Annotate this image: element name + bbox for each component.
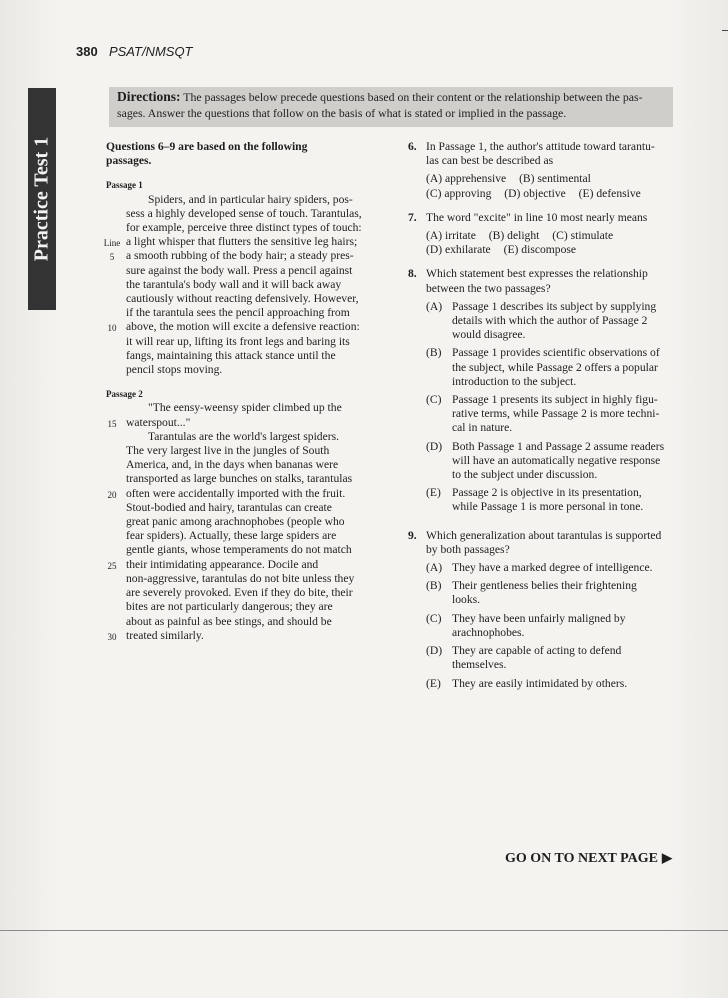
passage-line bbox=[92, 320, 374, 334]
passage-2 bbox=[92, 401, 374, 642]
go-on-text: GO ON TO NEXT PAGE bbox=[505, 851, 658, 866]
directions-text: The passages below precede questions based on their content or the relationship between the pas- bbox=[183, 90, 643, 104]
passage-line bbox=[92, 615, 374, 629]
passage-line bbox=[92, 235, 374, 249]
answer-row bbox=[426, 187, 678, 201]
choice-text: Their gentleness belies their frightening bbox=[452, 579, 637, 593]
line-number: 15 bbox=[107, 418, 117, 429]
question-stem bbox=[426, 529, 678, 557]
choice-text: Passage 2 is objective in its presentation, bbox=[452, 486, 642, 500]
choice-text: cal in nature. bbox=[452, 421, 513, 435]
passage-line bbox=[92, 572, 374, 586]
passage-line bbox=[92, 586, 374, 600]
answer-choice[interactable] bbox=[426, 346, 678, 389]
passage-line bbox=[92, 349, 374, 363]
line-text: for example, perceive three distinct types of touch: bbox=[126, 221, 362, 235]
choice-label: (A) bbox=[426, 561, 443, 575]
page-number: 380 bbox=[76, 44, 98, 59]
passage-line bbox=[92, 501, 374, 515]
passage-line bbox=[92, 278, 374, 292]
right-triangle-icon: ▶ bbox=[662, 850, 672, 865]
choice-text: They have been unfairly maligned by bbox=[452, 611, 626, 625]
answer-choice[interactable] bbox=[426, 561, 678, 575]
line-text: sess a highly developed sense of touch. Tarantulas, bbox=[126, 206, 362, 220]
line-text: often were accidentally imported with the fruit. bbox=[126, 486, 346, 500]
choice-text: They are capable of acting to defend bbox=[452, 644, 622, 658]
line-number: 5 bbox=[109, 252, 115, 263]
line-text: bites are not particularly dangerous; they are bbox=[126, 600, 333, 614]
answer-choice[interactable] bbox=[426, 486, 678, 514]
line-text: fangs, maintaining this attack stance until the bbox=[126, 348, 336, 362]
line-text: Stout-bodied and hairy, tarantulas can create bbox=[126, 500, 332, 514]
line-text: cautiously without reacting defensively. However, bbox=[126, 292, 359, 306]
choice-label: (C) bbox=[426, 393, 442, 407]
choice-text: while Passage 1 is more personal in tone. bbox=[452, 500, 644, 514]
line-text: sure against the body wall. Press a pencil against bbox=[126, 263, 353, 277]
passage-1-label: Passage 1 bbox=[106, 180, 143, 191]
line-number: 10 bbox=[107, 323, 117, 334]
choice-label: (B) bbox=[426, 346, 442, 360]
answer-choice[interactable]: (D) exhilarate bbox=[426, 243, 491, 257]
line-number: 30 bbox=[107, 631, 117, 642]
line-text: "The eensy-weensy spider climbed up the bbox=[148, 401, 342, 415]
stem-line: In Passage 1, the author's attitude toward tarantu- bbox=[426, 140, 655, 153]
choice-text: Passage 1 provides scientific observations of bbox=[452, 346, 660, 360]
question-9 bbox=[408, 529, 678, 691]
passage-line bbox=[92, 529, 374, 543]
answer-choice[interactable]: (A) apprehensive bbox=[426, 172, 507, 186]
line-text: waterspout..." bbox=[126, 415, 191, 429]
answer-choice[interactable]: (B) sentimental bbox=[519, 172, 591, 186]
choice-text: details with which the author of Passage 2 bbox=[452, 314, 648, 328]
edge-mark bbox=[722, 30, 728, 31]
passage-line bbox=[92, 249, 374, 263]
answer-choice[interactable] bbox=[426, 644, 678, 672]
passage-1 bbox=[92, 193, 374, 378]
line-text: America, and, in the days when bananas were bbox=[126, 458, 339, 472]
passage-line bbox=[92, 543, 374, 557]
passage-line bbox=[92, 292, 374, 306]
stem-line: by both passages? bbox=[426, 542, 510, 556]
question-number: 8. bbox=[408, 267, 417, 281]
passage-line bbox=[92, 193, 374, 207]
line-text: gentle giants, whose temperaments do not match bbox=[126, 543, 352, 557]
passage-line bbox=[92, 458, 374, 472]
intro-line: Questions 6–9 are based on the following bbox=[106, 140, 308, 153]
test-title: PSAT/NMSQT bbox=[108, 44, 193, 59]
stem-line: between the two passages? bbox=[426, 281, 551, 295]
answer-choice[interactable]: (C) stimulate bbox=[552, 229, 614, 243]
side-tab bbox=[28, 88, 56, 310]
passage-line bbox=[92, 264, 374, 278]
line-text: pencil stops moving. bbox=[126, 363, 223, 377]
answer-choice[interactable]: (A) irritate bbox=[426, 229, 476, 243]
line-number: Line bbox=[103, 238, 121, 249]
answer-row bbox=[426, 229, 678, 243]
choice-text: introduction to the subject. bbox=[452, 374, 577, 388]
line-text: non-aggressive, tarantulas do not bite unless they bbox=[126, 571, 355, 585]
passage-line bbox=[92, 430, 374, 444]
answer-choice[interactable] bbox=[426, 612, 678, 640]
answer-choice[interactable] bbox=[426, 300, 678, 343]
passage-line bbox=[92, 444, 374, 458]
passage-line bbox=[92, 515, 374, 529]
choice-label: (E) bbox=[426, 676, 441, 690]
passage-line bbox=[92, 221, 374, 235]
question-stem bbox=[426, 267, 678, 295]
line-text: are severely provoked. Even if they do bite, their bbox=[126, 586, 353, 600]
line-text: transported as large bunches on stalks, tarantulas bbox=[126, 472, 353, 486]
stem-line: Which statement best expresses the relationship bbox=[426, 267, 648, 281]
choice-label: (E) bbox=[426, 486, 441, 500]
answer-choices bbox=[426, 561, 678, 691]
line-text: above, the motion will excite a defensive reaction: bbox=[126, 320, 360, 334]
passage-line bbox=[92, 487, 374, 501]
choice-text: rative terms, while Passage 2 is more techni- bbox=[452, 407, 660, 421]
answer-choice[interactable]: (E) defensive bbox=[578, 186, 641, 200]
answer-choice[interactable] bbox=[426, 393, 678, 436]
answer-row bbox=[426, 243, 678, 257]
choice-text: the subject, while Passage 2 offers a popular bbox=[452, 360, 658, 374]
passages-column bbox=[92, 140, 374, 643]
question-7 bbox=[408, 211, 678, 258]
passage-line bbox=[92, 629, 374, 643]
answer-choice[interactable]: (C) approving bbox=[426, 186, 492, 200]
answer-choice[interactable] bbox=[426, 677, 678, 691]
answer-choices bbox=[426, 300, 678, 515]
line-number: 25 bbox=[107, 560, 117, 571]
answer-choice[interactable] bbox=[426, 440, 678, 483]
passage-2-label: Passage 2 bbox=[106, 389, 143, 400]
line-text: about as painful as bee stings, and should be bbox=[126, 614, 332, 628]
page-header bbox=[76, 44, 193, 60]
choice-text: Passage 1 describes its subject by supplying bbox=[452, 299, 657, 313]
directions-label: Directions: bbox=[117, 89, 181, 104]
choice-text: looks. bbox=[452, 593, 481, 607]
directions-box bbox=[109, 87, 673, 127]
side-tab-label: Practice Test 1 bbox=[30, 136, 53, 262]
line-text: the tarantula's body wall and it will back away bbox=[126, 277, 342, 291]
passage-line bbox=[92, 207, 374, 221]
directions-text-2: sages. Answer the questions that follow on the basis of what is stated or implied in the passage. bbox=[117, 106, 567, 120]
passage-line bbox=[92, 472, 374, 486]
choice-text: arachnophobes. bbox=[452, 625, 525, 639]
choice-text: to the subject under discussion. bbox=[452, 468, 598, 482]
choice-text: will have an automatically negative response bbox=[452, 453, 661, 467]
stem-line: The word "excite" in line 10 most nearly means bbox=[426, 210, 648, 224]
passage-line bbox=[92, 363, 374, 377]
choice-text: They are easily intimidated by others. bbox=[452, 676, 628, 690]
questions-column bbox=[408, 140, 678, 701]
choice-text: themselves. bbox=[452, 658, 507, 672]
line-text: their intimidating appearance. Docile and bbox=[126, 557, 319, 571]
question-8 bbox=[408, 267, 678, 514]
line-number: 20 bbox=[107, 489, 117, 500]
question-6 bbox=[408, 140, 678, 201]
passage-line bbox=[92, 600, 374, 614]
choice-text: would disagree. bbox=[452, 328, 526, 342]
question-number: 7. bbox=[408, 210, 417, 224]
questions-intro bbox=[92, 140, 326, 168]
answer-choice[interactable]: (D) objective bbox=[504, 186, 566, 200]
stem-line: Which generalization about tarantulas is supported bbox=[426, 528, 662, 542]
choice-label: (A) bbox=[426, 299, 443, 313]
choice-text: Both Passage 1 and Passage 2 assume readers bbox=[452, 439, 665, 453]
line-text: treated similarly. bbox=[126, 628, 204, 642]
intro-line: passages. bbox=[106, 154, 152, 168]
choice-label: (C) bbox=[426, 611, 442, 625]
line-text: great panic among arachnophobes (people who bbox=[126, 515, 345, 529]
question-number: 9. bbox=[408, 528, 417, 542]
choice-text: Passage 1 presents its subject in highly figu- bbox=[452, 393, 658, 407]
answer-choice[interactable] bbox=[426, 579, 678, 607]
passage-line bbox=[92, 335, 374, 349]
line-text: if the tarantula sees the pencil approaching from bbox=[126, 306, 350, 320]
line-text: a light whisper that flutters the sensitive leg hairs; bbox=[126, 235, 358, 249]
answer-choice[interactable]: (B) delight bbox=[488, 229, 540, 243]
go-on-next-page bbox=[505, 850, 672, 867]
passage-line bbox=[92, 401, 374, 415]
answer-row bbox=[426, 172, 678, 186]
line-text: fear spiders). Actually, these large spiders are bbox=[126, 529, 337, 543]
question-stem bbox=[426, 140, 678, 168]
question-number: 6. bbox=[408, 140, 417, 153]
line-text: a smooth rubbing of the body hair; a steady pres- bbox=[126, 249, 354, 263]
passage-line bbox=[92, 416, 374, 430]
line-text: Spiders, and in particular hairy spiders, pos- bbox=[148, 192, 353, 206]
line-text: The very largest live in the jungles of South bbox=[126, 444, 330, 458]
stem-line: las can best be described as bbox=[426, 154, 554, 168]
answer-choice[interactable]: (E) discompose bbox=[503, 243, 577, 257]
line-text: it will rear up, lifting its front legs and baring its bbox=[126, 334, 350, 348]
page-edge-line bbox=[0, 930, 728, 931]
choice-label: (B) bbox=[426, 579, 442, 593]
line-text: Tarantulas are the world's largest spiders. bbox=[148, 429, 340, 443]
passage-line bbox=[92, 306, 374, 320]
question-stem bbox=[426, 211, 678, 225]
passage-line bbox=[92, 558, 374, 572]
choice-label: (D) bbox=[426, 644, 443, 658]
choice-text: They have a marked degree of intelligence. bbox=[452, 561, 653, 575]
choice-label: (D) bbox=[426, 439, 443, 453]
